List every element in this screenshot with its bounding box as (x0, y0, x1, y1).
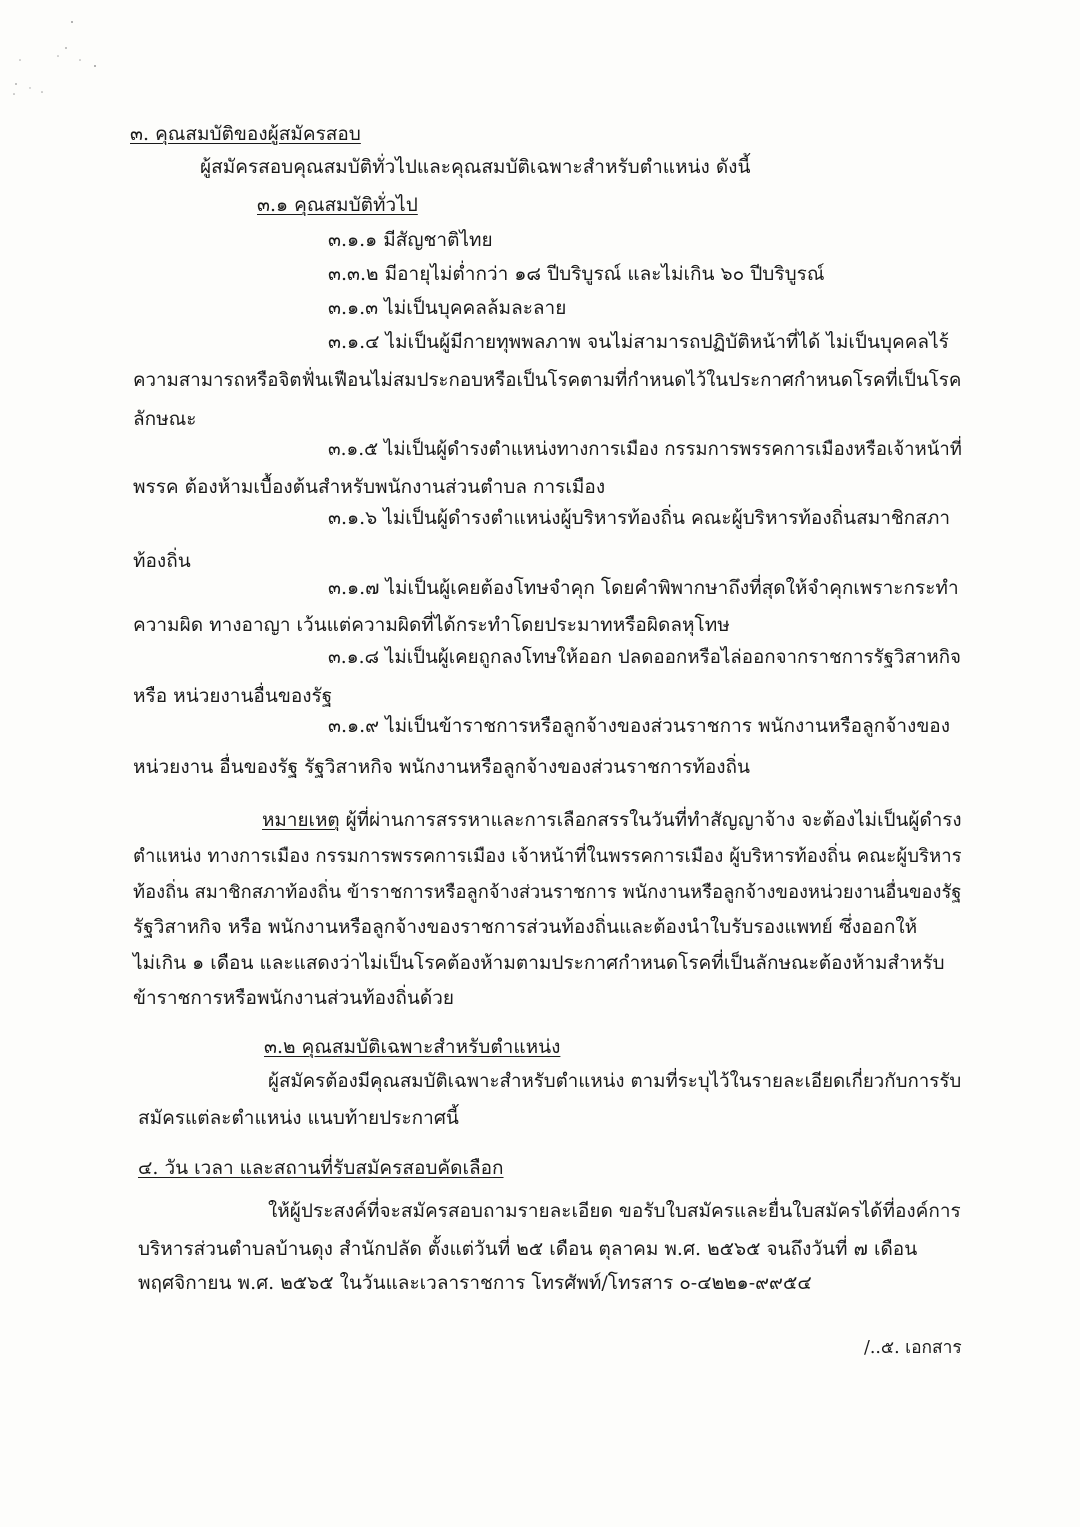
item-3-1-5: ๓.๑.๕ ไม่เป็นผู้ดำรงตำแหน่งทางการเมือง กรรมการพรรคการเมืองหรือเจ้าหน้าที่ (328, 439, 962, 460)
section-4-heading: ๔. วัน เวลา และสถานที่รับสมัครสอบคัดเลือก (138, 1157, 504, 1179)
item-3-1-9-cont: หน่วยงาน อื่นของรัฐ รัฐวิสาหกิจ พนักงานหรือลูกจ้างของส่วนราชการท้องถิ่น (133, 756, 751, 778)
subsection-3-2-line-1: ผู้สมัครต้องมีคุณสมบัติเฉพาะสำหรับตำแหน่ง ตามที่ระบุไว้ในรายละเอียดเกี่ยวกับการรับ (268, 1071, 962, 1092)
item-3-1-9: ๓.๑.๙ ไม่เป็นข้าราชการหรือลูกจ้างของส่วนราชการ พนักงานหรือลูกจ้างของ (328, 715, 950, 737)
item-3-1-8: ๓.๑.๘ ไม่เป็นผู้เคยถูกลงโทษให้ออก ปลดออกหรือไล่ออกจากราชการรัฐวิสาหกิจ (328, 647, 962, 668)
section-4-line-1: ให้ผู้ประสงค์ที่จะสมัครสอบถามรายละเอียด ขอรับใบสมัครและยื่นใบสมัครได้ที่องค์การ (268, 1200, 961, 1222)
subsection-3-2-line-2: สมัครแต่ละตำแหน่ง แนบท้ายประกาศนี้ (138, 1107, 459, 1129)
note-line-6: ข้าราชการหรือพนักงานส่วนท้องถิ่นด้วย (133, 987, 454, 1009)
note-text-1: ผู้ที่ผ่านการสรรหาและการเลือกสรรในวันที่ทำสัญญาจ้าง จะต้องไม่เป็นผู้ดำรง (345, 809, 962, 831)
section-3-heading: ๓. คุณสมบัติของผู้สมัครสอบ (130, 123, 361, 145)
item-3-1-6: ๓.๑.๖ ไม่เป็นผู้ดำรงตำแหน่งผู้บริหารท้องถิ่น คณะผู้บริหารท้องถิ่นสมาชิกสภา (328, 507, 951, 529)
section-4-line-2: บริหารส่วนตำบลบ้านดุง สำนักปลัด ตั้งแต่วันที่ ๒๕ เดือน ตุลาคม พ.ศ. ๒๕๖๕ จนถึงวันที่ ๗ เดือน (138, 1238, 918, 1260)
continuation-marker: /..๕. เอกสาร (864, 1338, 962, 1358)
item-3-1-5-cont: พรรค ต้องห้ามเบื้องต้นสำหรับพนักงานส่วนตำบล การเมือง (133, 476, 606, 498)
item-3-1-7-cont: ความผิด ทางอาญา เว้นแต่ความผิดที่ได้กระทำโดยประมาทหรือผิดลหุโทษ (133, 614, 730, 636)
note-line-3: ท้องถิ่น สมาชิกสภาท้องถิ่น ข้าราชการหรือลูกจ้างส่วนราชการ พนักงานหรือลูกจ้างของหน่วยงานอื่นของรัฐ (133, 882, 962, 903)
item-3-1-7: ๓.๑.๗ ไม่เป็นผู้เคยต้องโทษจำคุก โดยคำพิพากษาถึงที่สุดให้จำคุกเพราะกระทำ (328, 577, 959, 599)
note-line-5: ไม่เกิน ๑ เดือน และแสดงว่าไม่เป็นโรคต้องห้ามตามประกาศกำหนดโรคที่เป็นลักษณะต้องห้ามสำหรับ (133, 952, 945, 974)
section-3-intro: ผู้สมัครสอบคุณสมบัติทั่วไปและคุณสมบัติเฉพาะสำหรับตำแหน่ง ดังนี้ (200, 156, 751, 178)
item-3-1-1: ๓.๑.๑ มีสัญชาติไทย (328, 229, 493, 251)
item-3-1-6-cont: ท้องถิ่น (133, 550, 191, 572)
note-label: หมายเหตุ (262, 809, 340, 831)
note-line-4: รัฐวิสาหกิจ หรือ พนักงานหรือลูกจ้างของราชการส่วนท้องถิ่นและต้องนำใบรับรองแพทย์ ซึ่งออกให้ (133, 916, 918, 938)
item-3-1-8-cont: หรือ หน่วยงานอื่นของรัฐ (133, 685, 333, 707)
subsection-3-2-heading: ๓.๒ คุณสมบัติเฉพาะสำหรับตำแหน่ง (264, 1036, 561, 1058)
item-3-1-4-cont2: ลักษณะ (133, 408, 197, 430)
subsection-3-1-heading: ๓.๑ คุณสมบัติทั่วไป (257, 194, 418, 216)
scan-specks (0, 0, 120, 110)
section-4-line-3: พฤศจิกายน พ.ศ. ๒๕๖๕ ในวันและเวลาราชการ โทรศัพท์/โทรสาร ๐-๔๒๒๑-๙๙๕๔ (138, 1272, 812, 1294)
item-3-1-3: ๓.๑.๓ ไม่เป็นบุคคลล้มละลาย (328, 297, 567, 319)
note-line-1 (262, 807, 962, 833)
item-3-1-4-cont: ความสามารถหรือจิตฟั่นเฟือนไม่สมประกอบหรือเป็นโรคตามที่กำหนดไว้ในประกาศกำหนดโรคที่เป็นโรค (133, 370, 962, 391)
item-3-1-2: ๓.๓.๒ มีอายุไม่ต่ำกว่า ๑๘ ปีบริบูรณ์ และไม่เกิน ๖๐ ปีบริบูรณ์ (328, 263, 825, 285)
item-3-1-4: ๓.๑.๔ ไม่เป็นผู้มีกายทุพพลภาพ จนไม่สามารถปฏิบัติหน้าที่ได้ ไม่เป็นบุคคลไร้ (328, 331, 949, 353)
note-line-2: ตำแหน่ง ทางการเมือง กรรมการพรรคการเมือง เจ้าหน้าที่ในพรรคการเมือง ผู้บริหารท้องถิ่น คณะผู้บริหาร (133, 846, 962, 867)
